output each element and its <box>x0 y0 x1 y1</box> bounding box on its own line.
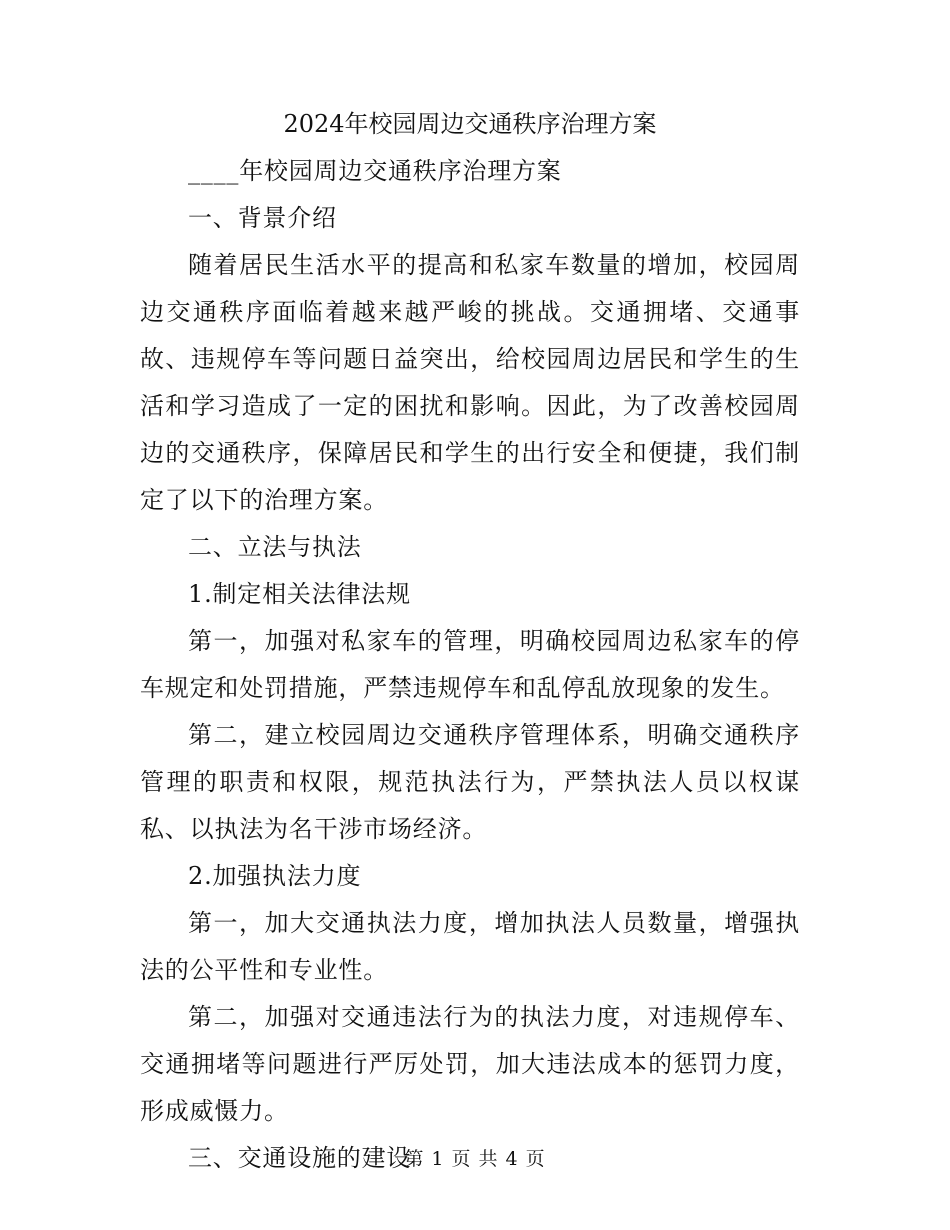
background-paragraph: 随着居民生活水平的提高和私家车数量的增加，校园周边交通秩序面临着越来越严峻的挑战。交通拥堵、交通事故、违规停车等问题日益突出，给校园周边居民和学生的生活和学习造成了一定的困扰和影响。因此，为了改善校园周边的交通秩序，保障居民和学生的出行安全和便捷，我们制定了以下的治理方案。 <box>140 251 800 514</box>
subheading-enforcement: 2.加强执法力度 <box>188 862 362 890</box>
document-title: 2024年校园周边交通秩序治理方案 <box>283 110 657 138</box>
section-heading-facilities: 三、交通设施的建设 <box>188 1144 412 1172</box>
document-body <box>140 100 800 1182</box>
section-heading-legislation: 二、立法与执法 <box>188 533 362 561</box>
subtitle-line: ____年校园周边交通秩序治理方案 <box>188 157 562 185</box>
page-footer: 第 1 页 共 4 页 <box>404 1148 546 1170</box>
laws-paragraph-second: 第二，建立校园周边交通秩序管理体系，明确交通秩序管理的职责和权限，规范执法行为，严禁执法人员以权谋私、以执法为名干涉市场经济。 <box>140 721 800 843</box>
enforcement-paragraph-first: 第一，加大交通执法力度，增加执法人员数量，增强执法的公平性和专业性。 <box>140 909 800 984</box>
enforcement-paragraph-second: 第二，加强对交通违法行为的执法力度，对违规停车、交通拥堵等问题进行严厉处罚，加大违法成本的惩罚力度，形成威慑力。 <box>140 1003 800 1125</box>
section-heading-background: 一、背景介绍 <box>188 204 337 232</box>
subheading-laws: 1.制定相关法律法规 <box>188 580 411 608</box>
laws-paragraph-first: 第一，加强对私家车的管理，明确校园周边私家车的停车规定和处罚措施，严禁违规停车和乱停乱放现象的发生。 <box>140 627 800 702</box>
